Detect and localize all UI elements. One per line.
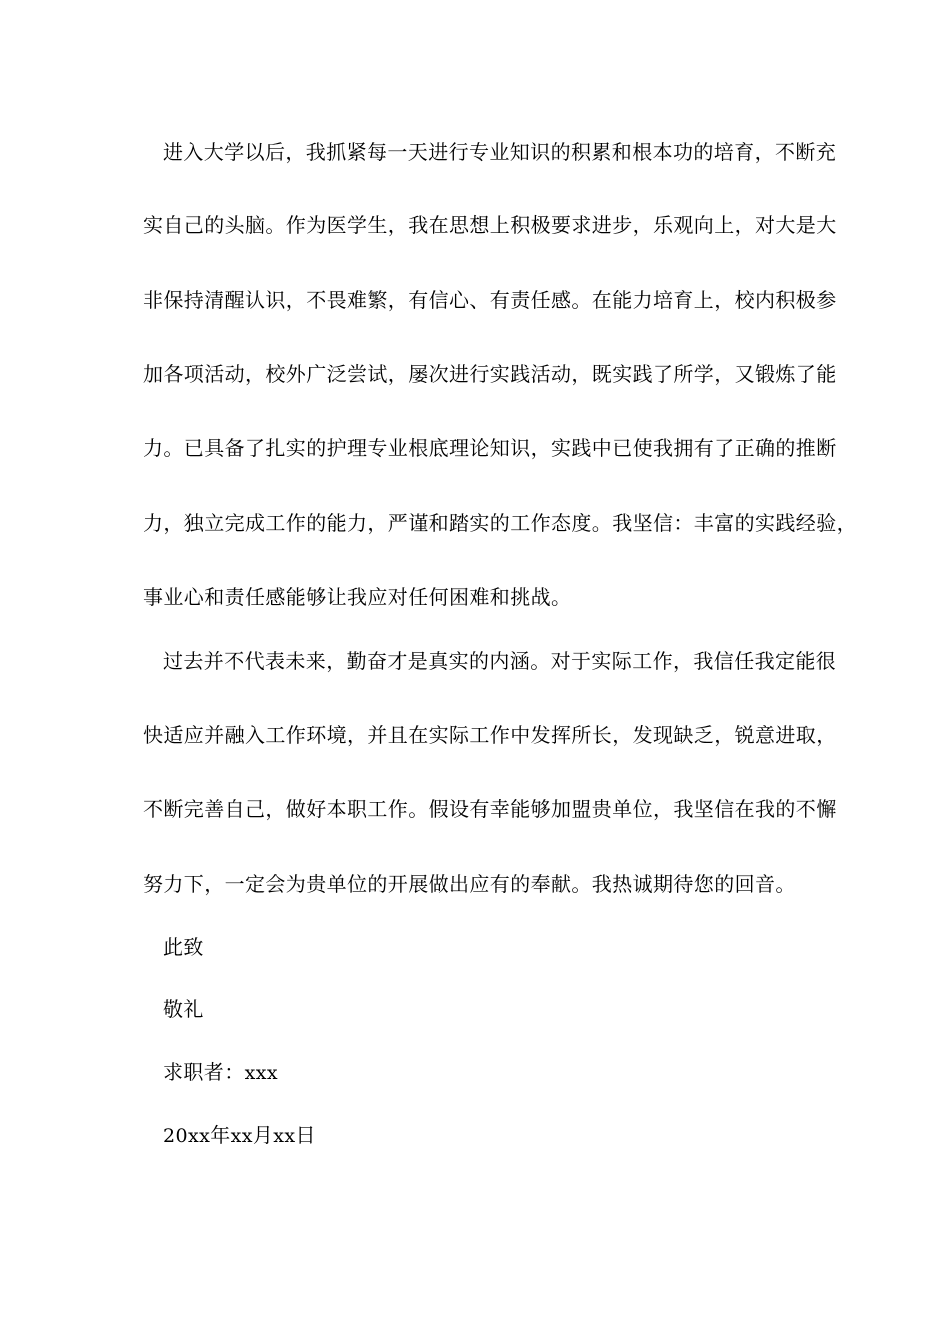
paragraph-1-line-2: 实自己的头脑。作为医学生，我在思想上积极要求进步，乐观向上，对大是大	[143, 213, 837, 237]
paragraph-1-line-4: 加各项活动，校外广泛尝试，屡次进行实践活动，既实践了所学，又锻炼了能	[143, 362, 837, 386]
date-day-unit: 日	[295, 1123, 316, 1147]
signer-name: xxx	[244, 1062, 278, 1084]
paragraph-1-line-7: 事业心和责任感能够让我应对任何困难和挑战。	[143, 585, 572, 609]
signer-label: 求职者：	[163, 1060, 245, 1084]
paragraph-2-line-1: 过去并不代表未来，勤奋才是真实的内涵。对于实际工作，我信任我定能很	[163, 649, 837, 673]
date-month: xx	[230, 1125, 253, 1147]
date-year-unit: 年	[210, 1123, 231, 1147]
paragraph-1-line-6: 力，独立完成工作的能力，严谨和踏实的工作态度。我坚信：丰富的实践经验，	[143, 511, 857, 535]
salutation-jing-li: 敬礼	[163, 997, 204, 1021]
date-month-unit: 月	[252, 1123, 274, 1147]
paragraph-2-line-2: 快适应并融入工作环境，并且在实际工作中发挥所长，发现缺乏，锐意进取，	[143, 723, 837, 747]
date-line	[163, 1122, 316, 1149]
date-day: xx	[273, 1125, 296, 1147]
paragraph-1-line-1: 进入大学以后，我抓紧每一天进行专业知识的积累和根本功的培育，不断充	[163, 140, 837, 164]
paragraph-1-line-5: 力。已具备了扎实的护理专业根底理论知识，实践中已使我拥有了正确的推断	[143, 436, 837, 460]
paragraph-1-line-3: 非保持清醒认识，不畏难繁，有信心、有责任感。在能力培育上，校内积极参	[143, 288, 837, 312]
signer-line	[163, 1059, 278, 1086]
paragraph-2-line-4: 努力下，一定会为贵单位的开展做出应有的奉献。我热诚期待您的回音。	[143, 872, 796, 896]
date-year: 20xx	[163, 1125, 211, 1147]
salutation-ci-zhi: 此致	[163, 935, 204, 959]
paragraph-2-line-3: 不断完善自己，做好本职工作。假设有幸能够加盟贵单位，我坚信在我的不懈	[143, 797, 837, 821]
